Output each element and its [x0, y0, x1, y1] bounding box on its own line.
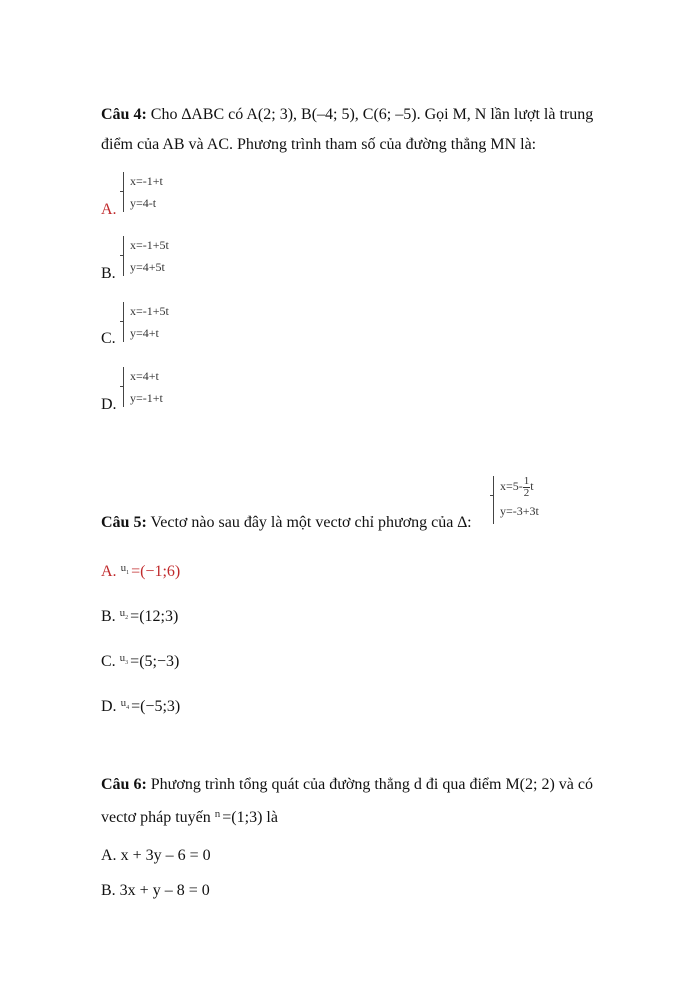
q5-text: Vectơ nào sau đây là một vectơ chỉ phương của ∆:: [150, 514, 472, 531]
q5-option-d-value: =(−5;3): [131, 698, 181, 715]
q4-label: Câu 4:: [101, 106, 147, 123]
brace-icon: [123, 302, 130, 342]
q4-line-1: [101, 106, 593, 124]
fraction-denominator: 2: [523, 486, 530, 499]
vector-symbol: u: [119, 607, 126, 619]
vector-u1: [120, 562, 130, 577]
brace-icon: [123, 236, 130, 276]
q5-option-d-letter: D.: [101, 698, 117, 715]
q4-option-d-row2: y=-1+t: [130, 391, 163, 405]
q4-option-d-system: [123, 365, 163, 409]
vector-subscript: 4: [126, 705, 130, 712]
q5-option-b[interactable]: [101, 607, 178, 626]
q5-line: [101, 514, 472, 532]
vector-subscript: 3: [125, 660, 129, 667]
q4-option-c-row2: y=4+t: [130, 326, 159, 340]
q4-text-1: Cho ∆ABC có A(2; 3), B(–4; 5), C(6; –5). Gọi M, N lần lượt là trung: [150, 106, 594, 123]
q4-option-a-row1: x=-1+t: [130, 174, 163, 188]
q6-line-2: [101, 808, 278, 827]
q6-option-b-text: 3x + y – 8 = 0: [119, 882, 210, 899]
q6-label: Câu 6:: [101, 776, 147, 793]
q4-option-a-system: [123, 170, 163, 214]
q4-option-a-letter: A.: [101, 201, 117, 218]
q6-option-b-letter: B.: [101, 882, 116, 899]
q4-option-d-row1: x=4+t: [130, 369, 159, 383]
brace-icon: [123, 172, 130, 212]
q5-option-c[interactable]: [101, 652, 179, 671]
q4-option-b-system: [123, 234, 169, 278]
q4-option-c-system: [123, 300, 169, 344]
vector-u3: [119, 652, 129, 667]
q5-option-c-value: =(5;−3): [130, 653, 180, 670]
vector-symbol: u: [120, 562, 127, 574]
q5-option-d[interactable]: [101, 697, 180, 716]
vector-symbol: u: [120, 697, 127, 709]
q5-system-row1-b: t: [530, 479, 534, 493]
vector-n: n: [214, 808, 221, 820]
q5-system-row2: y=-3+3t: [500, 503, 539, 518]
q4-option-a-row2: y=4-t: [130, 196, 157, 210]
vector-symbol: u: [119, 652, 126, 664]
fraction-numerator: 1: [523, 474, 530, 487]
q6-option-a-letter: A.: [101, 847, 117, 864]
q5-option-c-letter: C.: [101, 653, 116, 670]
vector-subscript: 1: [126, 570, 130, 577]
q6-option-a-text: x + 3y – 6 = 0: [120, 847, 211, 864]
vector-u2: [119, 607, 129, 622]
q5-option-a-letter: A.: [101, 563, 117, 580]
q4-option-c-letter: C.: [101, 330, 116, 347]
q5-delta-system: [493, 474, 539, 523]
brace-icon: [123, 367, 130, 407]
q4-option-b-row2: y=4+5t: [130, 260, 165, 274]
q6-text-2b: =(1;3) là: [222, 809, 278, 826]
q4-option-b-row1: x=-1+5t: [130, 238, 169, 252]
q5-option-a[interactable]: [101, 562, 180, 581]
q5-option-b-value: =(12;3): [130, 608, 179, 625]
q6-option-b[interactable]: [101, 882, 210, 900]
vector-subscript: 2: [125, 615, 129, 622]
q6-line-1: [101, 776, 593, 794]
q5-label: Câu 5:: [101, 514, 147, 531]
q5-option-a-value: =(−1;6): [131, 563, 181, 580]
q5-option-b-letter: B.: [101, 608, 116, 625]
q5-system-row1-a: x=5-: [500, 479, 523, 493]
q4-line-2: điểm của AB và AC. Phương trình tham số của đường thẳng MN là:: [101, 136, 537, 153]
q4-option-c-row1: x=-1+5t: [130, 304, 169, 318]
q6-text-2a: vectơ pháp tuyến: [101, 809, 211, 826]
q6-text-1: Phương trình tổng quát của đường thẳng d đi qua điểm M(2; 2) và có: [150, 776, 593, 793]
q6-option-a[interactable]: [101, 847, 211, 865]
q4-option-b-letter: B.: [101, 265, 116, 282]
q4-option-d-letter: D.: [101, 396, 117, 413]
brace-icon: [493, 476, 500, 524]
vector-u4: [120, 697, 130, 712]
